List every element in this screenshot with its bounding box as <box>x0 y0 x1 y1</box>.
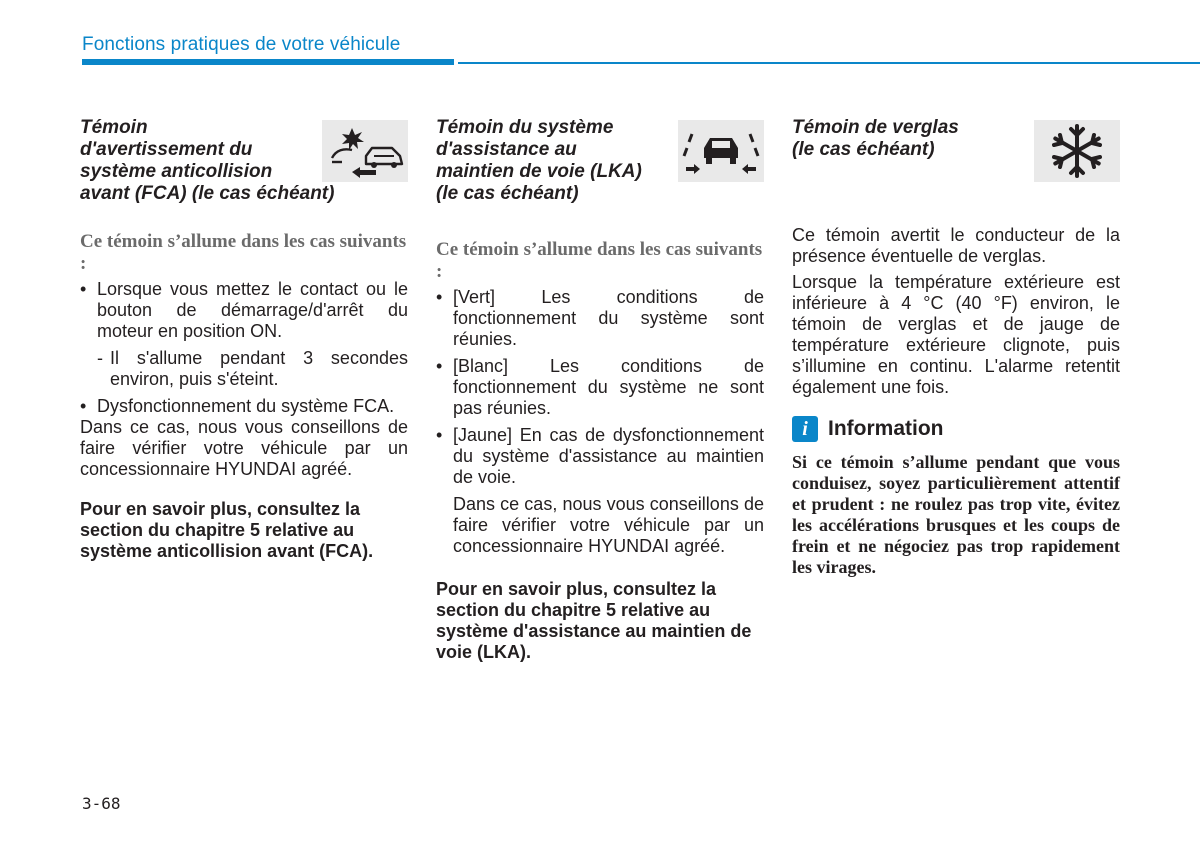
lane-keeping-assist-icon <box>678 120 764 182</box>
information-text: Si ce témoin s’allume pendant que vous conduisez, soyez particulièrement attentif et prudent : ne roulez pas trop vite, évitez les accélérations brusques et les coups de frein et ne négociez pas trop rapidement les virages. <box>792 452 1120 577</box>
fca-paragraph: Dans ce cas, nous vous conseillons de faire vérifier votre véhicule par un concessionnaire HYUNDAI agréé. <box>80 417 408 479</box>
information-header <box>792 416 1120 442</box>
lka-section <box>436 117 764 663</box>
lka-note: Pour en savoir plus, consultez la section du chapitre 5 relative au système d'assistance au maintien de voie (LKA). <box>436 579 752 662</box>
fca-title-line-1: Témoin <box>80 117 148 138</box>
lka-title-line-3: maintien de voie (LKA) <box>436 161 642 182</box>
fca-lead: Ce témoin s’allume dans les cas suivants : <box>80 231 407 274</box>
forward-collision-warning-icon <box>322 120 408 182</box>
lka-bullet-list <box>436 287 764 488</box>
fca-title-line-3: système anticollision <box>80 161 273 182</box>
lka-title-line-4: (le cas échéant) <box>436 183 579 204</box>
lka-title-line-2: d'assistance au <box>436 139 577 160</box>
fca-heading <box>80 117 408 205</box>
fca-title-line-2: d'avertissement du <box>80 139 253 160</box>
fca-note: Pour en savoir plus, consultez la section du chapitre 5 relative au système anticollision avant (FCA). <box>80 499 374 561</box>
ice-title-line-1: Témoin de verglas <box>792 117 959 138</box>
lka-bullet-3: • [Jaune] En cas de dysfonctionnement du système d'assistance au maintien de voie. <box>436 425 764 488</box>
lka-bullet-1: • [Vert] Les conditions de fonctionnement du système sont réunies. <box>436 287 764 350</box>
fca-sub-text: Il s'allume pendant 3 secondes environ, puis s'éteint. <box>110 348 408 389</box>
lka-heading <box>436 117 764 205</box>
fca-sub-item <box>80 348 408 390</box>
info-icon: i <box>792 416 818 442</box>
lka-bullet-2: • [Blanc] Les conditions de fonctionnement du système ne sont pas réunies. <box>436 356 764 419</box>
fca-bullet-2: • Dysfonctionnement du système FCA. <box>80 396 408 417</box>
ice-heading <box>792 117 1120 225</box>
fca-section <box>80 117 408 562</box>
page-number: 3-68 <box>82 794 121 813</box>
ice-section <box>792 117 1120 578</box>
ice-paragraph-1: Ce témoin avertit le conducteur de la présence éventuelle de verglas. <box>792 225 1120 266</box>
lka-lead: Ce témoin s’allume dans les cas suivants : <box>436 239 763 282</box>
lka-continuation: Dans ce cas, nous vous conseillons de faire vérifier votre véhicule par un concessionnaire HYUNDAI agréé. <box>453 494 764 556</box>
fca-bullet-list-2 <box>80 396 408 417</box>
lka-title-line-1: Témoin du système <box>436 117 614 138</box>
fca-title-line-4: avant (FCA) (le cas échéant) <box>80 183 335 204</box>
header-rule-thin <box>458 62 1200 64</box>
fca-bullet-list <box>80 279 408 342</box>
header-rule-thick <box>82 59 454 65</box>
section-header: Fonctions pratiques de votre véhicule <box>82 34 401 55</box>
ice-paragraph-2: Lorsque la température extérieure est inférieure à 4 °C (40 °F) environ, le témoin de verglas et de jauge de température extérieure clignote, puis s’illumine en continu. L'alarme retentit également une fois. <box>792 272 1120 397</box>
fca-bullet-1: • Lorsque vous mettez le contact ou le bouton de démarrage/d'arrêt du moteur en position ON. <box>80 279 408 342</box>
information-title: Information <box>828 417 944 440</box>
fca-sub-dash: - <box>97 348 103 368</box>
ice-title-line-2: (le cas échéant) <box>792 139 935 160</box>
snowflake-icon <box>1034 120 1120 182</box>
